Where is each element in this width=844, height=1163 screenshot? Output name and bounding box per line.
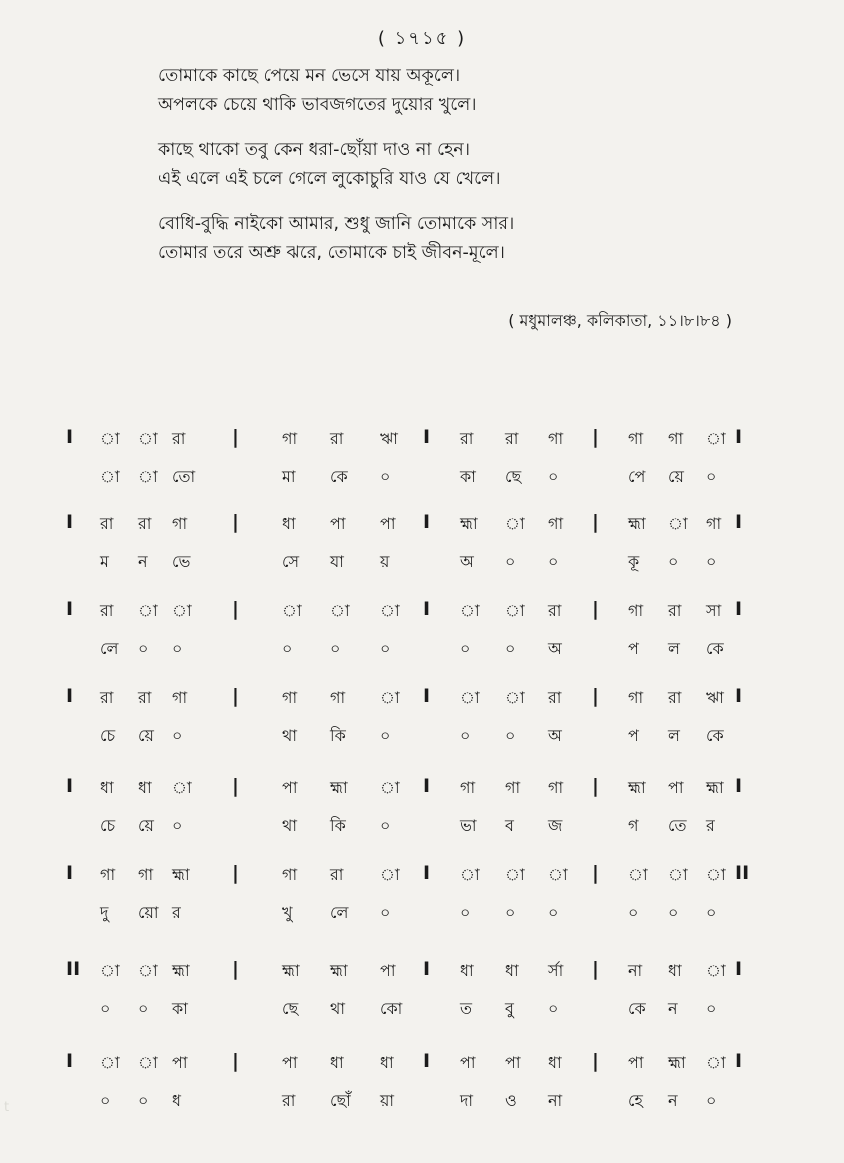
swara-note: পা (282, 1053, 298, 1072)
bar-line: | (592, 511, 599, 533)
swara-note: া (138, 601, 158, 620)
lyric-syllable: দু (100, 903, 109, 922)
swara-note: গা (138, 865, 154, 884)
swara-note: রা (172, 429, 186, 448)
lyric-syllable: প (628, 726, 639, 745)
swara-note: ধা (380, 1053, 394, 1072)
poem-line: অপলকে চেয়ে থাকি ভাবজগতের দুয়োর খুলে। (158, 95, 477, 115)
lyric-syllable: ন (138, 552, 148, 571)
lyric-syllable: ০ (505, 726, 516, 745)
poem-text (158, 62, 514, 284)
lyric-syllable: মা (282, 467, 296, 486)
swara-note: রা (100, 688, 114, 707)
lyric-syllable: ০ (100, 999, 111, 1018)
lyric-syllable: ০ (505, 552, 516, 571)
swara-note: া (706, 1053, 726, 1072)
lyric-syllable: ০ (505, 639, 516, 658)
bar-line: | (232, 426, 239, 448)
swara-note: হ্মা (706, 778, 724, 797)
lyric-syllable: থা (330, 999, 346, 1018)
bar-line: | (232, 598, 239, 620)
swara-note: া (100, 429, 120, 448)
bar-line: I (423, 958, 431, 980)
swara-note: া (330, 601, 350, 620)
bar-line: I (66, 426, 74, 448)
swara-note: া (505, 601, 525, 620)
bar-line: I (66, 685, 74, 707)
lyric-syllable: ব (505, 816, 514, 835)
lyric-syllable: ০ (548, 552, 559, 571)
lyric-syllable: ০ (548, 467, 559, 486)
lyric-syllable: য় (380, 552, 390, 571)
lyric-syllable: গ (628, 816, 639, 835)
bar-line: | (592, 426, 599, 448)
bar-line: I (66, 775, 74, 797)
swara-note: া (380, 601, 400, 620)
swara-note: রা (100, 514, 114, 533)
lyric-syllable: ০ (460, 903, 471, 922)
lyric-syllable: ০ (706, 467, 717, 486)
page-number: ( ১৭১৫ ) (377, 28, 467, 49)
lyric-syllable: কূ (628, 552, 640, 571)
poem-stanza-2 (158, 136, 514, 194)
lyric-syllable: ০ (706, 903, 717, 922)
notation-row (0, 1050, 844, 1142)
lyric-syllable: পে (628, 467, 646, 486)
lyric-syllable: ০ (668, 903, 679, 922)
lyric-syllable: খু (282, 903, 293, 922)
notation-row (0, 511, 844, 603)
poem-line: তোমাকে কাছে পেয়ে মন ভেসে যায় অকূলে। (158, 66, 461, 86)
swara-note: হ্মা (330, 961, 348, 980)
swara-note: া (548, 865, 568, 884)
swara-note: গা (548, 778, 564, 797)
lyric-syllable: ছে (505, 467, 522, 486)
lyric-syllable: ০ (282, 639, 293, 658)
swara-note: হ্মা (628, 514, 646, 533)
lyric-syllable: ০ (628, 903, 639, 922)
bar-line: I (66, 1050, 74, 1072)
swara-note: গা (548, 429, 564, 448)
bar-line: I (735, 685, 743, 707)
swara-note: পা (282, 778, 298, 797)
bar-line: | (232, 775, 239, 797)
lyric-syllable: য়া (380, 1091, 395, 1110)
lyric-syllable: জ (548, 816, 563, 835)
lyric-syllable: রা (282, 1091, 296, 1110)
swara-note: ধা (668, 961, 682, 980)
lyric-syllable: ০ (460, 726, 471, 745)
swara-note: া (138, 961, 158, 980)
swara-note: গা (100, 865, 116, 884)
swara-note: রা (138, 514, 152, 533)
swara-note: া (380, 688, 400, 707)
lyric-syllable: অ (460, 552, 474, 571)
swara-note: পা (668, 778, 684, 797)
notation-row (0, 775, 844, 867)
notation-row (0, 862, 844, 954)
lyric-syllable: া (138, 467, 158, 486)
lyric-syllable: ০ (706, 552, 717, 571)
lyric-syllable: বু (505, 999, 514, 1018)
swara-note: গা (282, 429, 298, 448)
lyric-syllable: ০ (460, 639, 471, 658)
lyric-syllable: ০ (330, 639, 341, 658)
lyric-syllable: ০ (380, 726, 391, 745)
lyric-syllable: অ (548, 726, 562, 745)
swara-note: ঋা (380, 429, 398, 448)
swara-note: া (668, 514, 688, 533)
bar-line: | (592, 685, 599, 707)
lyric-syllable: ধ (172, 1091, 181, 1110)
lyric-syllable: কে (706, 639, 724, 658)
swara-note: া (380, 778, 400, 797)
bar-line: I (735, 775, 743, 797)
swara-note: া (172, 778, 192, 797)
lyric-syllable: থা (282, 816, 298, 835)
lyric-syllable: য়ে (138, 726, 154, 745)
bar-line: I (66, 598, 74, 620)
lyric-syllable: সে (282, 552, 300, 571)
swara-note: রা (330, 865, 344, 884)
lyric-syllable: কে (706, 726, 724, 745)
poem-line: এই এলে এই চলে গেলে লুকোচুরি যাও যে খেলে। (158, 169, 501, 189)
swara-note: া (460, 601, 480, 620)
lyric-syllable: না (548, 1091, 563, 1110)
swara-note: রা (548, 601, 562, 620)
margin-mark: t (4, 1100, 10, 1115)
bar-line: I (66, 862, 74, 884)
swara-note: া (706, 429, 726, 448)
swara-note: গা (172, 514, 188, 533)
swara-note: হ্মা (628, 778, 646, 797)
lyric-syllable: ০ (380, 903, 391, 922)
swara-note: হ্মা (172, 865, 190, 884)
poem-line: তোমার তরে অশ্রু ঝরে, তোমাকে চাই জীবন-মূলে। (158, 243, 505, 263)
lyric-syllable: ছোঁ (330, 1091, 351, 1110)
swara-note: া (628, 865, 648, 884)
bar-line: I (735, 511, 743, 533)
lyric-syllable: কা (460, 467, 476, 486)
lyric-syllable: ০ (172, 639, 183, 658)
lyric-syllable: তো (172, 467, 196, 486)
lyric-syllable: ০ (138, 1091, 149, 1110)
lyric-syllable: যা (330, 552, 344, 571)
bar-line: | (232, 1050, 239, 1072)
swara-note: রা (138, 688, 152, 707)
swara-note: গা (505, 778, 521, 797)
poem-line: বোধি-বুদ্ধি নাইকো আমার, শুধু জানি তোমাকে সার। (158, 214, 515, 234)
swara-note: না (628, 961, 643, 980)
lyric-syllable: দা (460, 1091, 474, 1110)
bar-line: II (735, 862, 750, 884)
swara-note: গা (628, 429, 644, 448)
lyric-syllable: ০ (548, 999, 559, 1018)
bar-line: I (423, 1050, 431, 1072)
poem-source: ( মধুমালঞ্চ, কলিকাতা, ১১।৮।৮৪ ) (508, 311, 732, 330)
lyric-syllable: ০ (668, 552, 679, 571)
swara-note: ধা (100, 778, 114, 797)
swara-note: গা (330, 688, 346, 707)
swara-note: রা (548, 688, 562, 707)
swara-note: া (380, 865, 400, 884)
swara-note: গা (460, 778, 476, 797)
lyric-syllable: ০ (380, 467, 391, 486)
swara-note: পা (380, 514, 396, 533)
bar-line: | (592, 862, 599, 884)
lyric-syllable: ভে (172, 552, 191, 571)
swara-note: র্সা (548, 961, 564, 980)
notation-row (0, 598, 844, 690)
bar-line: | (592, 958, 599, 980)
bar-line: I (735, 958, 743, 980)
lyric-syllable: অ (548, 639, 562, 658)
swara-note: া (706, 865, 726, 884)
swara-note: রা (460, 429, 474, 448)
bar-line: | (592, 775, 599, 797)
lyric-syllable: ০ (100, 1091, 111, 1110)
bar-line: I (423, 862, 431, 884)
swara-note: া (172, 601, 192, 620)
bar-line: | (232, 685, 239, 707)
swara-note: গা (668, 429, 684, 448)
lyric-syllable: ত (460, 999, 473, 1018)
lyric-syllable: ০ (505, 903, 516, 922)
swara-note: গা (282, 688, 298, 707)
swara-note: া (282, 601, 302, 620)
swara-note: গা (706, 514, 722, 533)
swara-note: ধা (330, 1053, 344, 1072)
lyric-syllable: ০ (138, 999, 149, 1018)
bar-line: | (232, 862, 239, 884)
bar-line: | (232, 511, 239, 533)
swara-note: পা (505, 1053, 521, 1072)
swara-note: রা (330, 429, 344, 448)
swara-note: া (100, 961, 120, 980)
swara-note: পা (628, 1053, 644, 1072)
swara-note: রা (668, 688, 682, 707)
poem-line: কাছে থাকো তবু কেন ধরা-ছোঁয়া দাও না হেন। (158, 140, 470, 160)
lyric-syllable: ০ (706, 1091, 717, 1110)
lyric-syllable: য়ো (138, 903, 159, 922)
lyric-syllable: ০ (706, 999, 717, 1018)
lyric-syllable: থা (282, 726, 298, 745)
bar-line: I (735, 1050, 743, 1072)
lyric-syllable: কা (172, 999, 188, 1018)
swara-note: গা (548, 514, 564, 533)
swara-note: া (505, 688, 525, 707)
lyric-syllable: ভা (460, 816, 477, 835)
swara-note: ধা (282, 514, 296, 533)
swara-note: পা (172, 1053, 188, 1072)
lyric-syllable: ০ (172, 726, 183, 745)
lyric-syllable: া (100, 467, 120, 486)
lyric-syllable: ন (668, 1091, 678, 1110)
swara-note: গা (282, 865, 298, 884)
swara-note: পা (330, 514, 346, 533)
notation-row (0, 685, 844, 777)
lyric-syllable: প (628, 639, 639, 658)
lyric-syllable: লে (330, 903, 349, 922)
lyric-syllable: ০ (138, 639, 149, 658)
bar-line: I (423, 426, 431, 448)
lyric-syllable: লে (100, 639, 119, 658)
lyric-syllable: হে (628, 1091, 643, 1110)
swara-note: হ্মা (282, 961, 300, 980)
swara-note: রা (505, 429, 519, 448)
swara-note: ধা (548, 1053, 562, 1072)
swara-note: গা (172, 688, 188, 707)
lyric-syllable: কি (330, 726, 346, 745)
swara-note: ধা (460, 961, 474, 980)
swara-note: হ্মা (172, 961, 190, 980)
swara-note: হ্মা (330, 778, 348, 797)
swara-note: ধা (505, 961, 519, 980)
lyric-syllable: ০ (380, 816, 391, 835)
swara-note: ধা (138, 778, 152, 797)
bar-line: II (66, 958, 81, 980)
swara-note: রা (100, 601, 114, 620)
bar-line: I (423, 598, 431, 620)
swara-note: হ্মা (460, 514, 478, 533)
lyric-syllable: কো (380, 999, 403, 1018)
notation-row (0, 958, 844, 1050)
lyric-syllable: ০ (548, 903, 559, 922)
lyric-syllable: ০ (172, 816, 183, 835)
swara-note: া (706, 961, 726, 980)
lyric-syllable: ল (668, 726, 680, 745)
lyric-syllable: কি (330, 816, 346, 835)
swara-note: া (138, 1053, 158, 1072)
bar-line: | (592, 598, 599, 620)
lyric-syllable: য়ে (668, 467, 684, 486)
poem-stanza-3 (158, 210, 514, 268)
lyric-syllable: ছে (282, 999, 299, 1018)
bar-line: | (592, 1050, 599, 1072)
swara-note: গা (628, 688, 644, 707)
swara-note: সা (706, 601, 722, 620)
lyric-syllable: কে (628, 999, 646, 1018)
swara-note: া (668, 865, 688, 884)
bar-line: I (423, 511, 431, 533)
swara-note: ঋা (706, 688, 724, 707)
bar-line: I (423, 685, 431, 707)
lyric-syllable: ম (100, 552, 109, 571)
swara-note: া (505, 514, 525, 533)
lyric-syllable: ও (505, 1091, 517, 1110)
swara-note: পা (460, 1053, 476, 1072)
lyric-syllable: র (706, 816, 715, 835)
swara-note: া (138, 429, 158, 448)
lyric-syllable: ন (668, 999, 678, 1018)
notation-row (0, 426, 844, 518)
lyric-syllable: চে (100, 816, 116, 835)
swara-note: া (100, 1053, 120, 1072)
swara-note: া (460, 865, 480, 884)
bar-line: I (735, 426, 743, 448)
swara-note: গা (628, 601, 644, 620)
bar-line: I (66, 511, 74, 533)
swara-note: া (505, 865, 525, 884)
swara-note: রা (668, 601, 682, 620)
bar-line: I (423, 775, 431, 797)
poem-stanza-1 (158, 62, 514, 120)
lyric-syllable: ল (668, 639, 680, 658)
lyric-syllable: র (172, 903, 181, 922)
lyric-syllable: কে (330, 467, 348, 486)
lyric-syllable: য়ে (138, 816, 154, 835)
lyric-syllable: ০ (380, 639, 391, 658)
bar-line: | (232, 958, 239, 980)
swara-note: া (460, 688, 480, 707)
lyric-syllable: চে (100, 726, 116, 745)
swara-note: পা (380, 961, 396, 980)
swara-note: হ্মা (668, 1053, 686, 1072)
bar-line: I (735, 598, 743, 620)
lyric-syllable: তে (668, 816, 687, 835)
